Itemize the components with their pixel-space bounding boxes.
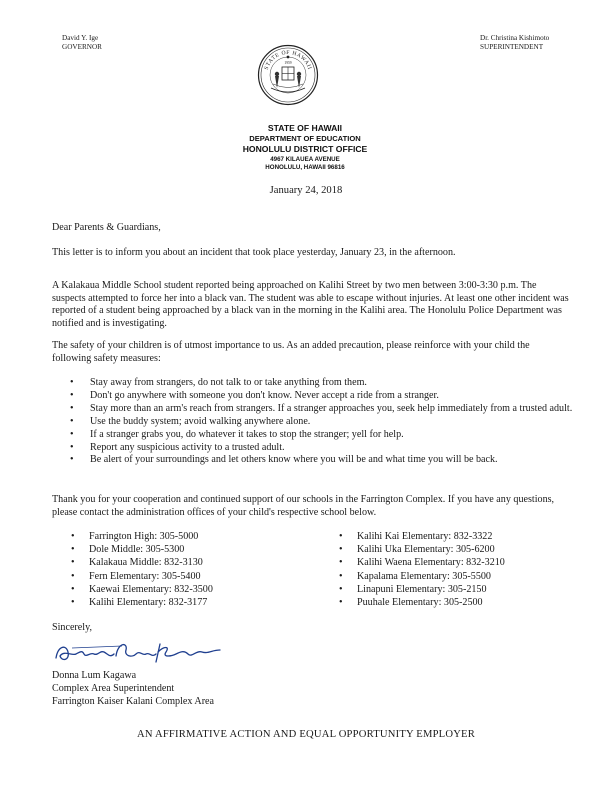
seal-year: 1959 [284, 61, 292, 65]
paragraph-incident: A Kalakaua Middle School student reported being approached on Kalihi Street by two men between 3:00-3:30 p.m. The suspects attempted to force her into a black van. The student was able to escape without injuries. At least one other incident was reported of a student being approached by a black van in the morning in the Kalihi area. The Honolulu Police Department was notified and is investigating. [52, 280, 569, 329]
letter-date: January 24, 2018 [269, 185, 343, 196]
list-item: • Fern Elementary: 305-5400 [70, 570, 300, 583]
list-item: • Report any suspicious activity to a trusted adult. [52, 442, 582, 455]
list-item: • Dole Middle: 305-5300 [70, 543, 300, 556]
list-item: • If a stranger grabs you, do whatever it takes to stop the stranger; yell for help. [52, 429, 582, 442]
list-item: • Kaewai Elementary: 832-3500 [70, 583, 300, 596]
governor-name: David Y. Ige [62, 34, 99, 42]
paragraph-intro: This letter is to inform you about an incident that took place yesterday, January 23, in the afternoon. [52, 247, 456, 258]
letterhead-state: STATE OF HAWAII [267, 123, 343, 133]
list-item: • Kalihi Elementary: 832-3177 [70, 596, 300, 609]
schools-list-left [70, 530, 300, 609]
list-item: • Linapuni Elementary: 305-2150 [338, 583, 578, 596]
salutation: Dear Parents & Guardians, [52, 222, 161, 233]
schools-list-right [338, 530, 578, 609]
list-item: • Puuhale Elementary: 305-2500 [338, 596, 578, 609]
paragraph-thanks: Thank you for your cooperation and continued support of our schools in the Farrington Complex. If you have any questions, please contact the administration offices of your child's respective school below. [52, 494, 555, 518]
list-item: • Kalihi Waena Elementary: 832-3210 [338, 556, 578, 569]
seal-text: STATE OF HAWAII [263, 49, 313, 71]
signer-area: Farrington Kaiser Kalani Complex Area [52, 695, 215, 707]
governor-title: GOVERNOR [62, 42, 102, 51]
letterhead-city: HONOLULU, HAWAII 96816 [265, 164, 345, 171]
list-item: • Kalihi Uka Elementary: 305-6200 [338, 543, 578, 556]
list-item: • Farrington High: 305-5000 [70, 530, 300, 543]
safety-measures-list [52, 377, 582, 467]
list-item: • Kalihi Kai Elementary: 832-3322 [338, 530, 578, 543]
list-item: • Kalakaua Middle: 832-3130 [70, 556, 300, 569]
list-item: • Be alert of your surroundings and let others know where you will be and what time you will be back. [52, 454, 582, 467]
list-item: • Don't go anywhere with someone you don't know. Never accept a ride from a stranger. [52, 390, 582, 403]
list-item: • Stay away from strangers, do not talk to or take anything from them. [52, 377, 582, 390]
governor-block [62, 34, 102, 51]
list-item: • Use the buddy system; avoid walking anywhere alone. [52, 416, 582, 429]
signature-block [52, 670, 214, 708]
superintendent-name: Dr. Christina Kishimoto [480, 34, 550, 42]
superintendent-title: SUPERINTENDENT [480, 42, 544, 51]
list-item: • Stay more than an arm's reach from strangers. If a stranger approaches you, seek help immediately from a trusted adult. [52, 403, 582, 416]
paragraph-safety: The safety of your children is of utmost importance to us. As an added precaution, please reinforce with your child the following safety measures: [52, 340, 530, 364]
signer-name: Donna Lum Kagawa [52, 670, 137, 681]
closing-sincerely: Sincerely, [52, 622, 92, 633]
letterhead-department: DEPARTMENT OF EDUCATION [249, 134, 361, 143]
letterhead-street: 4967 KILAUEA AVENUE [270, 156, 340, 163]
state-seal-icon [257, 44, 319, 106]
footer-employer-statement: AN AFFIRMATIVE ACTION AND EQUAL OPPORTUNITY EMPLOYER [137, 729, 475, 740]
letterhead-district: HONOLULU DISTRICT OFFICE [242, 144, 368, 154]
list-item: • Kapalama Elementary: 305-5500 [338, 570, 578, 583]
signature-image [52, 636, 232, 666]
signer-title: Complex Area Superintendent [52, 682, 175, 694]
superintendent-block [480, 34, 549, 51]
